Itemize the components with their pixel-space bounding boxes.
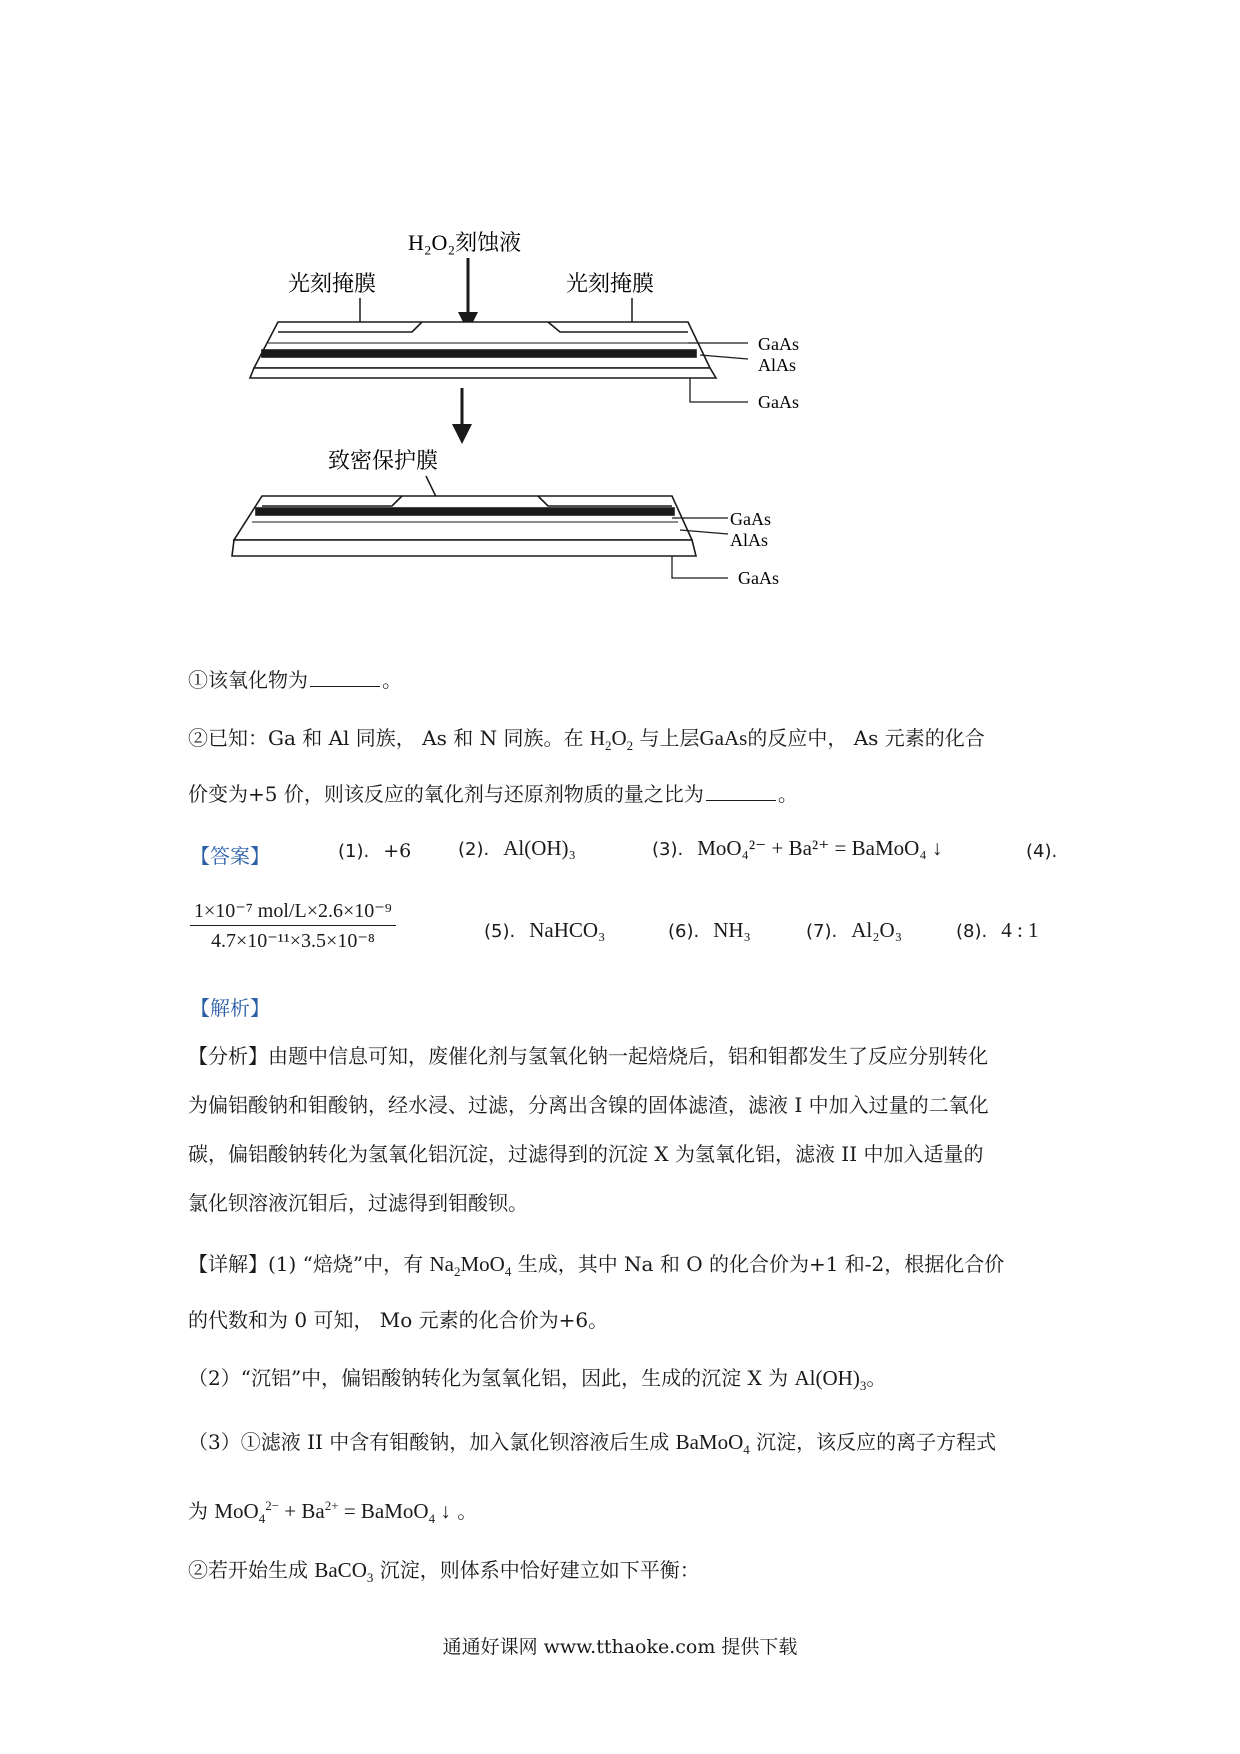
- detail-line-5: 为 $MoO_4^{2-} + Ba^{2+}$ = BaMoO$_4$ ↓ 。: [188, 1498, 478, 1527]
- ionic-equation: $MoO_4^{2-} + Ba^{2+}$ = BaMoO$_4$ ↓: [214, 1498, 451, 1527]
- wafer-bottom: [232, 496, 696, 556]
- formula-h2o2: $H_2O_2$: [589, 726, 634, 754]
- question-1-text: ①该氧化物为: [188, 668, 308, 692]
- question-2-line-2: 价变为+5 价，则该反应的氧化剂与还原剂物质的量之比为 。: [188, 782, 798, 806]
- mask-left-label: 光刻掩膜: [288, 271, 377, 296]
- fraction-denominator: 4.7×10⁻¹¹×3.5×10⁻⁸: [210, 930, 375, 952]
- answer-4: (4).: [1026, 841, 1058, 862]
- mask-right-label: 光刻掩膜: [566, 271, 655, 296]
- bottom-layer-1: GaAs: [730, 509, 771, 529]
- answer-1: (1). +6: [338, 840, 412, 862]
- bottom-layer-2: AlAs: [730, 530, 769, 550]
- formula-bamoo4: BaMoO$_4$: [675, 1430, 750, 1458]
- answer-4-fraction: [190, 898, 396, 953]
- top-layer-3: GaAs: [758, 392, 799, 412]
- bottom-layer-3: GaAs: [738, 568, 779, 588]
- analysis-line-4: 氯化钡溶液沉钼后，过滤得到钼酸钡。: [188, 1191, 528, 1215]
- formula-al-oh-3: $Al(OH)_3$: [794, 1366, 867, 1394]
- answer-7: (7). Al₂O₃: [806, 918, 903, 942]
- fraction-numerator: 1×10⁻⁷ mol/L×2.6×10⁻⁹: [190, 898, 396, 926]
- etchant-label: H₂O₂刻蚀液: [408, 230, 522, 255]
- analysis-line-1: 【分析】由题中信息可知，废催化剂与氢氧化钠一起焙烧后，铝和钼都发生了反应分别转化: [188, 1044, 988, 1068]
- answer-5: (5). NaHCO₃: [484, 918, 606, 942]
- page-footer: 通通好课网 www.tthaoke.com 提供下载: [442, 1636, 798, 1658]
- detail-line-1: 【详解】(1) “焙烧”中，有 $Na_2MoO_4$ 生成，其中 Na 和 O 的化合价为+1 和-2，根据化合价: [188, 1252, 1005, 1280]
- question-2-line-1: ②已知：Ga 和 Al 同族， As 和 N 同族。在 $H_2O_2$ 与上层GaAs的反应中， As 元素的化合: [188, 726, 985, 754]
- answer-6: (6). NH₃: [668, 918, 751, 942]
- question-1: ①该氧化物为 。: [188, 668, 402, 692]
- analysis-line-2: 为偏铝酸钠和钼酸钠，经水浸、过滤，分离出含镍的固体滤渣，滤液 I 中加入过量的二氧化: [188, 1093, 989, 1117]
- etching-diagram: [0, 0, 1240, 620]
- wafer-top: [250, 322, 716, 378]
- answer-8: (8). 4 : 1: [956, 918, 1039, 942]
- top-layer-2: AlAs: [758, 355, 797, 375]
- detail-line-6: ②若开始生成 BaCO$_3$ 沉淀，则体系中恰好建立如下平衡：: [188, 1558, 700, 1586]
- detail-line-3: （2）“沉铝”中，偏铝酸钠转化为氢氧化铝，因此，生成的沉淀 X 为 $Al(OH)_3$。: [188, 1366, 887, 1394]
- top-layer-1: GaAs: [758, 334, 799, 354]
- protect-label: 致密保护膜: [328, 448, 439, 473]
- analysis-line-3: 碳，偏铝酸钠转化为氢氧化铝沉淀，过滤得到的沉淀 X 为氢氧化铝，滤液 II 中加入适量的: [188, 1142, 984, 1166]
- detail-line-4: （3）①滤液 II 中含有钼酸钠，加入氯化钡溶液后生成 BaMoO$_4$ 沉淀，该反应的离子方程式: [188, 1430, 997, 1458]
- formula-baco3: BaCO$_3$: [314, 1558, 374, 1586]
- answer-label: 【答案】: [190, 844, 270, 868]
- analysis-label: 【解析】: [190, 996, 270, 1020]
- answer-2: (2). Al(OH)₃: [458, 836, 576, 860]
- detail-line-2: 的代数和为 0 可知， Mo 元素的化合价为+6。: [188, 1308, 609, 1332]
- formula-na2moo4: $Na_2MoO_4$: [429, 1252, 512, 1280]
- answer-3: (3). MoO₄²⁻ + Ba²⁺ = BaMoO₄ ↓: [652, 836, 943, 860]
